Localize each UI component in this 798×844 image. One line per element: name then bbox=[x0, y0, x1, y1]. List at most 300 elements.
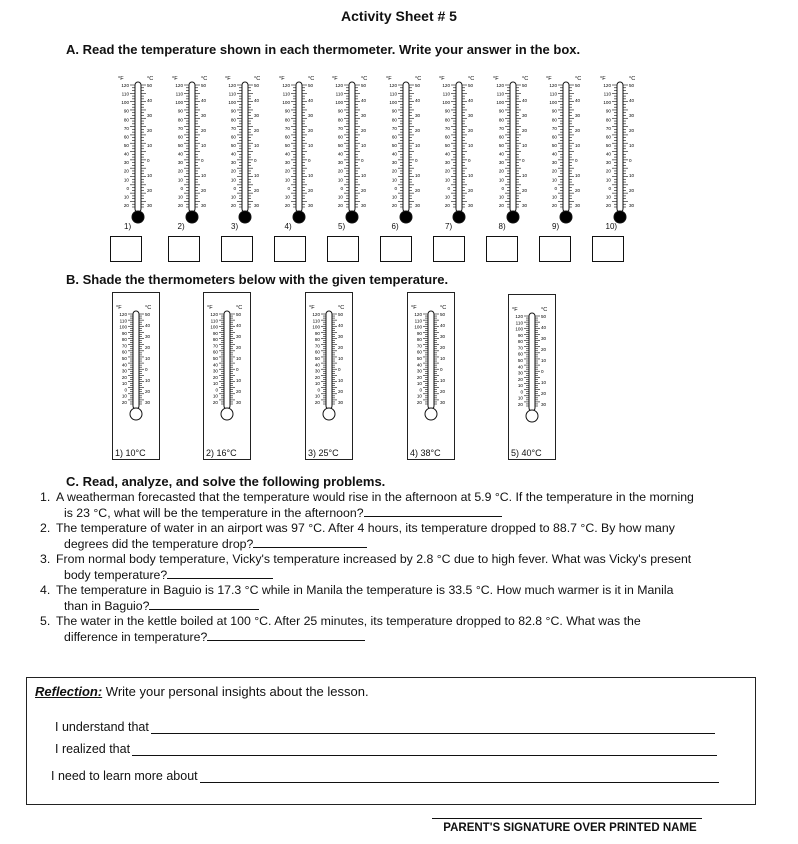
c-tick-label: 10 bbox=[200, 143, 206, 148]
c-tick-label: 20 bbox=[254, 188, 260, 193]
c-tick-label: 30 bbox=[200, 113, 206, 118]
thermometer-tube bbox=[428, 311, 434, 409]
f-tick-label: 120 bbox=[228, 83, 236, 88]
celsius-unit: °C bbox=[440, 305, 447, 311]
f-tick-label: 10 bbox=[498, 177, 504, 183]
thermometer-graphic bbox=[116, 72, 160, 232]
f-tick-label: 80 bbox=[444, 117, 450, 123]
f-tick-label: 90 bbox=[121, 330, 127, 336]
f-tick-label: 110 bbox=[414, 318, 422, 324]
fahrenheit-unit: °F bbox=[309, 305, 315, 311]
f-tick-label: 20 bbox=[177, 168, 183, 174]
shade-target-label: 1) 10°C bbox=[115, 448, 146, 458]
c-tick-label: 20 bbox=[575, 188, 581, 193]
c-tick-label: 10 bbox=[628, 173, 634, 178]
thermometer-number-label: 3) bbox=[231, 222, 239, 231]
c-tick-label: 10 bbox=[307, 143, 313, 148]
f-tick-label: 20 bbox=[517, 402, 523, 407]
f-tick-label: 80 bbox=[498, 117, 504, 123]
f-tick-label: 110 bbox=[312, 318, 320, 324]
reflection-line-label: I need to learn more about bbox=[51, 769, 198, 783]
f-tick-label: 30 bbox=[121, 368, 127, 374]
answer-blank-3[interactable] bbox=[167, 568, 273, 579]
signature-label: PARENT'S SIGNATURE OVER PRINTED NAME bbox=[443, 822, 697, 834]
f-tick-label: 60 bbox=[498, 134, 504, 140]
f-tick-label: 40 bbox=[391, 151, 397, 157]
thermometer-bulb bbox=[346, 211, 358, 223]
c-tick-label: 10 bbox=[236, 378, 242, 383]
c-tick-label: 30 bbox=[575, 113, 581, 118]
answer-box-6[interactable] bbox=[380, 236, 412, 262]
f-tick-label: 110 bbox=[119, 318, 127, 324]
fahrenheit-unit: °F bbox=[118, 76, 124, 82]
answer-box-1[interactable] bbox=[110, 236, 142, 262]
f-tick-label: 50 bbox=[212, 356, 218, 361]
f-tick-label: 10 bbox=[391, 177, 397, 183]
answer-box-2[interactable] bbox=[168, 236, 200, 262]
f-tick-label: 80 bbox=[517, 339, 523, 345]
celsius-unit: °C bbox=[628, 76, 635, 82]
c-tick-label: 50 bbox=[575, 83, 581, 88]
f-tick-label: 20 bbox=[444, 203, 450, 208]
thermometer-bulb bbox=[293, 211, 305, 223]
thermometer-graphic bbox=[277, 72, 321, 232]
celsius-unit: °C bbox=[307, 76, 314, 82]
c-tick-label: 20 bbox=[628, 188, 634, 193]
shade-thermometer-graphic bbox=[114, 301, 158, 429]
f-tick-label: 120 bbox=[442, 83, 450, 88]
f-tick-label: 70 bbox=[337, 125, 343, 131]
fahrenheit-unit: °F bbox=[385, 76, 392, 82]
c-tick-label: 40 bbox=[575, 98, 581, 103]
thermometer-bulb bbox=[400, 211, 412, 223]
signature-line[interactable] bbox=[432, 818, 702, 819]
f-tick-label: 20 bbox=[284, 168, 290, 174]
thermometer-tube bbox=[133, 311, 139, 409]
f-tick-label: 50 bbox=[551, 143, 557, 148]
f-tick-label: 10 bbox=[337, 194, 343, 200]
f-tick-label: 120 bbox=[174, 83, 183, 88]
shade-thermometer-graphic bbox=[205, 301, 249, 429]
problem-text-cont: is 23 °C, what will be the temperature in the afternoon? bbox=[64, 505, 364, 520]
c-tick-label: 0 bbox=[468, 158, 471, 163]
reflection-input-learn-more[interactable] bbox=[200, 770, 719, 783]
f-tick-label: 50 bbox=[337, 143, 343, 148]
f-tick-label: 90 bbox=[212, 330, 218, 336]
f-tick-label: 120 bbox=[549, 83, 557, 88]
answer-blank-2[interactable] bbox=[253, 537, 367, 548]
f-tick-label: 110 bbox=[228, 91, 236, 97]
reflection-line-label: I realized that bbox=[55, 742, 131, 756]
c-tick-label: 50 bbox=[361, 83, 367, 88]
f-tick-label: 30 bbox=[416, 368, 422, 374]
answer-box-4[interactable] bbox=[274, 236, 306, 262]
f-tick-label: 100 bbox=[602, 100, 611, 106]
c-tick-label: 30 bbox=[338, 400, 344, 405]
thermometer-bulb bbox=[453, 211, 465, 223]
fahrenheit-unit: °F bbox=[332, 76, 338, 82]
answer-box-3[interactable] bbox=[221, 236, 253, 262]
f-tick-label: 90 bbox=[314, 330, 320, 336]
c-tick-label: 30 bbox=[338, 334, 344, 339]
shade-thermometer-5[interactable] bbox=[508, 294, 556, 460]
f-tick-label: 80 bbox=[121, 337, 127, 343]
f-tick-label: 10 bbox=[605, 177, 611, 183]
f-tick-label: 10 bbox=[230, 194, 236, 200]
thermometer-a-1 bbox=[116, 72, 160, 232]
c-tick-label: 30 bbox=[575, 203, 581, 208]
c-tick-label: 20 bbox=[338, 345, 344, 350]
c-tick-label: 40 bbox=[338, 323, 344, 328]
thermometer-graphic bbox=[114, 301, 158, 429]
thermometer-a-10 bbox=[598, 72, 642, 232]
c-tick-label: 10 bbox=[521, 143, 527, 148]
celsius-unit: °C bbox=[521, 76, 528, 82]
c-tick-label: 10 bbox=[468, 143, 474, 148]
c-tick-label: 10 bbox=[575, 143, 581, 148]
problem-3 bbox=[40, 552, 776, 583]
f-tick-label: 30 bbox=[605, 160, 611, 166]
f-tick-label: 110 bbox=[496, 91, 504, 97]
fahrenheit-unit: °F bbox=[546, 76, 552, 82]
f-tick-label: 100 bbox=[442, 100, 450, 106]
f-tick-label: 60 bbox=[212, 349, 218, 355]
f-tick-label: 60 bbox=[391, 134, 397, 140]
c-tick-label: 40 bbox=[145, 323, 151, 328]
celsius-unit: °C bbox=[361, 76, 368, 82]
c-tick-label: 0 bbox=[254, 158, 257, 163]
f-tick-label: 0 bbox=[554, 185, 557, 191]
f-tick-label: 80 bbox=[416, 337, 422, 343]
c-tick-label: 30 bbox=[468, 203, 474, 208]
c-tick-label: 30 bbox=[541, 402, 547, 407]
answer-box-10[interactable] bbox=[592, 236, 624, 262]
c-tick-label: 30 bbox=[541, 336, 547, 341]
fahrenheit-unit: °F bbox=[116, 305, 122, 311]
f-tick-label: 120 bbox=[281, 83, 290, 88]
c-tick-label: 30 bbox=[147, 203, 153, 208]
thermometer-tube bbox=[617, 82, 623, 212]
c-tick-label: 50 bbox=[338, 312, 344, 317]
f-tick-label: 20 bbox=[391, 203, 397, 208]
shade-thermometer-2[interactable] bbox=[203, 292, 251, 460]
thermometer-tube bbox=[224, 311, 230, 409]
celsius-unit: °C bbox=[468, 76, 475, 82]
c-tick-label: 30 bbox=[307, 113, 313, 118]
c-tick-label: 40 bbox=[468, 98, 474, 103]
c-tick-label: 10 bbox=[338, 378, 344, 383]
f-tick-label: 10 bbox=[337, 177, 343, 183]
c-tick-label: 50 bbox=[307, 83, 313, 88]
c-tick-label: 30 bbox=[307, 203, 313, 208]
f-tick-label: 30 bbox=[444, 160, 450, 166]
thermometer-bulb bbox=[130, 408, 142, 420]
thermometer-number-label: 8) bbox=[498, 222, 506, 231]
c-tick-label: 20 bbox=[236, 345, 242, 350]
f-tick-label: 10 bbox=[391, 194, 397, 200]
f-tick-label: 70 bbox=[444, 125, 450, 131]
c-tick-label: 20 bbox=[361, 128, 367, 133]
f-tick-label: 70 bbox=[416, 343, 422, 349]
shade-thermometer-4[interactable] bbox=[407, 292, 455, 460]
c-tick-label: 10 bbox=[361, 173, 367, 178]
f-tick-label: 10 bbox=[177, 194, 183, 200]
f-tick-label: 40 bbox=[314, 362, 320, 368]
thermometer-a-6 bbox=[384, 72, 428, 232]
c-tick-label: 10 bbox=[147, 173, 153, 178]
f-tick-label: 50 bbox=[123, 143, 129, 148]
c-tick-label: 40 bbox=[628, 98, 634, 103]
shade-thermometer-graphic bbox=[510, 303, 554, 431]
c-tick-label: 30 bbox=[440, 334, 446, 339]
f-tick-label: 10 bbox=[121, 381, 127, 387]
f-tick-label: 50 bbox=[284, 143, 290, 148]
reflection-prompt: Write your personal insights about the lesson. bbox=[102, 684, 369, 699]
c-tick-label: 30 bbox=[200, 203, 206, 208]
f-tick-label: 20 bbox=[314, 400, 320, 405]
c-tick-label: 50 bbox=[541, 314, 547, 319]
f-tick-label: 70 bbox=[212, 343, 218, 349]
f-tick-label: 10 bbox=[284, 177, 290, 183]
reflection-line-learn-more bbox=[51, 769, 719, 783]
problem-number: 4. bbox=[40, 583, 51, 597]
f-tick-label: 20 bbox=[551, 168, 557, 174]
c-tick-label: 20 bbox=[468, 128, 474, 133]
thermometer-graphic bbox=[510, 303, 554, 431]
f-tick-label: 70 bbox=[123, 125, 129, 131]
c-tick-label: 0 bbox=[145, 367, 148, 372]
f-tick-label: 20 bbox=[498, 203, 504, 208]
f-tick-label: 30 bbox=[517, 370, 523, 376]
thermometer-number-label: 7) bbox=[445, 222, 453, 231]
c-tick-label: 40 bbox=[200, 98, 206, 103]
fahrenheit-unit: °F bbox=[278, 76, 285, 82]
f-tick-label: 80 bbox=[177, 117, 183, 123]
section-b-heading: B. Shade the thermometers below with the given temperature. bbox=[66, 272, 449, 287]
c-tick-label: 50 bbox=[147, 83, 153, 88]
f-tick-label: 20 bbox=[337, 168, 343, 174]
shade-thermometer-1[interactable] bbox=[112, 292, 160, 460]
c-tick-label: 0 bbox=[307, 158, 311, 163]
sheet-title: Activity Sheet # 5 bbox=[341, 8, 457, 24]
reflection-input-understand[interactable] bbox=[151, 721, 715, 734]
f-tick-label: 50 bbox=[498, 143, 504, 148]
f-tick-label: 90 bbox=[498, 108, 504, 114]
c-tick-label: 20 bbox=[468, 188, 474, 193]
f-tick-label: 70 bbox=[121, 343, 127, 349]
c-tick-label: 20 bbox=[521, 188, 527, 193]
c-tick-label: 30 bbox=[414, 113, 420, 118]
thermometer-graphic bbox=[223, 72, 267, 232]
f-tick-label: 70 bbox=[177, 125, 183, 131]
thermometer-tube bbox=[510, 82, 516, 212]
f-tick-label: 20 bbox=[517, 376, 523, 382]
f-tick-label: 40 bbox=[177, 151, 183, 157]
c-tick-label: 20 bbox=[307, 128, 313, 133]
f-tick-label: 70 bbox=[284, 125, 290, 131]
thermometer-graphic bbox=[491, 72, 535, 232]
f-tick-label: 20 bbox=[444, 168, 450, 174]
thermometer-tube bbox=[349, 82, 355, 212]
thermometer-graphic bbox=[307, 301, 351, 429]
c-tick-label: 30 bbox=[145, 400, 151, 405]
c-tick-label: 0 bbox=[236, 367, 239, 372]
c-tick-label: 0 bbox=[361, 158, 364, 163]
f-tick-label: 30 bbox=[498, 160, 504, 166]
c-tick-label: 50 bbox=[440, 312, 446, 317]
c-tick-label: 10 bbox=[628, 143, 634, 148]
f-tick-label: 90 bbox=[416, 330, 422, 336]
f-tick-label: 60 bbox=[337, 134, 343, 140]
f-tick-label: 100 bbox=[228, 100, 236, 106]
f-tick-label: 90 bbox=[284, 108, 290, 114]
thermometer-number-label: 6) bbox=[391, 222, 399, 231]
f-tick-label: 20 bbox=[551, 203, 557, 208]
f-tick-label: 20 bbox=[314, 374, 320, 380]
f-tick-label: 10 bbox=[284, 194, 290, 200]
f-tick-label: 10 bbox=[121, 393, 127, 399]
fahrenheit-unit: °F bbox=[207, 305, 213, 311]
shade-thermometer-graphic bbox=[409, 301, 453, 429]
c-tick-label: 10 bbox=[575, 173, 581, 178]
f-tick-label: 60 bbox=[177, 134, 183, 140]
f-tick-label: 80 bbox=[123, 117, 129, 123]
c-tick-label: 0 bbox=[414, 158, 418, 163]
f-tick-label: 90 bbox=[177, 108, 183, 114]
c-tick-label: 20 bbox=[200, 128, 206, 133]
f-tick-label: 60 bbox=[123, 134, 129, 140]
f-tick-label: 110 bbox=[603, 91, 611, 97]
c-tick-label: 0 bbox=[541, 369, 544, 374]
problem-5 bbox=[40, 614, 776, 645]
f-tick-label: 0 bbox=[317, 387, 320, 393]
answer-blank-4[interactable] bbox=[149, 599, 259, 610]
celsius-unit: °C bbox=[254, 76, 261, 82]
f-tick-label: 100 bbox=[121, 100, 129, 106]
f-tick-label: 70 bbox=[314, 343, 320, 349]
f-tick-label: 100 bbox=[119, 324, 127, 330]
c-tick-label: 50 bbox=[145, 312, 151, 317]
reflection-line-realized bbox=[55, 742, 717, 756]
f-tick-label: 120 bbox=[210, 312, 218, 317]
c-tick-label: 40 bbox=[361, 98, 367, 103]
fahrenheit-unit: °F bbox=[411, 305, 417, 311]
f-tick-label: 40 bbox=[498, 151, 504, 157]
c-tick-label: 10 bbox=[440, 378, 446, 383]
answer-box-9[interactable] bbox=[539, 236, 571, 262]
f-tick-label: 10 bbox=[123, 194, 129, 200]
f-tick-label: 10 bbox=[212, 381, 218, 387]
problem-text-cont: degrees did the temperature drop? bbox=[64, 536, 254, 551]
f-tick-label: 0 bbox=[500, 185, 504, 191]
f-tick-label: 100 bbox=[312, 324, 320, 330]
f-tick-label: 20 bbox=[416, 400, 422, 405]
c-tick-label: 10 bbox=[468, 173, 474, 178]
f-tick-label: 10 bbox=[444, 194, 450, 200]
f-tick-label: 100 bbox=[414, 324, 422, 330]
c-tick-label: 20 bbox=[414, 128, 420, 133]
c-tick-label: 20 bbox=[145, 345, 151, 350]
thermometer-graphic bbox=[170, 72, 214, 232]
c-tick-label: 10 bbox=[521, 173, 527, 178]
answer-blank-5[interactable] bbox=[207, 630, 365, 641]
problem-number: 2. bbox=[40, 521, 51, 535]
answer-box-8[interactable] bbox=[486, 236, 518, 262]
f-tick-label: 10 bbox=[551, 177, 557, 183]
thermometer-graphic bbox=[205, 301, 249, 429]
f-tick-label: 10 bbox=[314, 381, 320, 387]
c-tick-label: 20 bbox=[440, 389, 446, 394]
f-tick-label: 30 bbox=[337, 160, 343, 166]
c-tick-label: 0 bbox=[521, 158, 525, 163]
f-tick-label: 40 bbox=[416, 362, 422, 368]
c-tick-label: 10 bbox=[254, 143, 260, 148]
f-tick-label: 20 bbox=[177, 203, 183, 208]
answer-box-5[interactable] bbox=[327, 236, 359, 262]
section-a-heading: A. Read the temperature shown in each thermometer. Write your answer in the box. bbox=[66, 42, 581, 57]
thermometer-bulb bbox=[425, 408, 437, 420]
f-tick-label: 100 bbox=[388, 100, 397, 106]
f-tick-label: 120 bbox=[495, 83, 504, 88]
answer-box-7[interactable] bbox=[433, 236, 465, 262]
c-tick-label: 10 bbox=[414, 143, 420, 148]
problem-2 bbox=[40, 521, 776, 552]
c-tick-label: 50 bbox=[414, 83, 420, 88]
c-tick-label: 40 bbox=[541, 325, 547, 330]
thermometer-bulb bbox=[526, 410, 538, 422]
reflection-box bbox=[26, 677, 756, 805]
c-tick-label: 20 bbox=[236, 389, 242, 394]
thermometer-graphic bbox=[409, 301, 453, 429]
f-tick-label: 40 bbox=[212, 362, 218, 368]
f-tick-label: 80 bbox=[337, 117, 343, 123]
c-tick-label: 30 bbox=[440, 400, 446, 405]
c-tick-label: 20 bbox=[440, 345, 446, 350]
thermometer-number-label: 1) bbox=[124, 222, 132, 231]
f-tick-label: 40 bbox=[517, 364, 523, 370]
thermometer-a-7 bbox=[437, 72, 481, 232]
thermometer-graphic bbox=[437, 72, 481, 232]
f-tick-label: 110 bbox=[210, 318, 218, 324]
f-tick-label: 50 bbox=[314, 356, 320, 361]
f-tick-label: 40 bbox=[230, 151, 236, 157]
celsius-unit: °C bbox=[147, 76, 154, 82]
problem-text: The temperature of water in an airport was 97 °C. After 4 hours, its temperature dropped to 88.7 °C. By how many bbox=[56, 521, 675, 535]
thermometer-bulb bbox=[239, 211, 251, 223]
c-tick-label: 0 bbox=[575, 158, 578, 163]
problem-4 bbox=[40, 583, 776, 614]
f-tick-label: 70 bbox=[551, 125, 557, 131]
c-tick-label: 40 bbox=[414, 98, 420, 103]
answer-blank-1[interactable] bbox=[364, 506, 502, 517]
thermometer-tube bbox=[529, 313, 535, 411]
reflection-input-realized[interactable] bbox=[132, 743, 717, 756]
f-tick-label: 40 bbox=[284, 151, 290, 157]
c-tick-label: 40 bbox=[307, 98, 313, 103]
c-tick-label: 10 bbox=[236, 356, 242, 361]
f-tick-label: 50 bbox=[177, 143, 183, 148]
c-tick-label: 0 bbox=[440, 367, 443, 372]
f-tick-label: 20 bbox=[337, 203, 343, 208]
f-tick-label: 0 bbox=[607, 185, 611, 191]
c-tick-label: 50 bbox=[236, 312, 242, 317]
f-tick-label: 10 bbox=[212, 393, 218, 399]
c-tick-label: 40 bbox=[521, 98, 527, 103]
thermometer-a-5 bbox=[330, 72, 374, 232]
c-tick-label: 40 bbox=[440, 323, 446, 328]
problem-text: The temperature in Baguio is 17.3 °C while in Manila the temperature is 33.5 °C. How much warmer is it in Manila bbox=[56, 583, 674, 597]
shade-thermometer-3[interactable] bbox=[305, 292, 353, 460]
